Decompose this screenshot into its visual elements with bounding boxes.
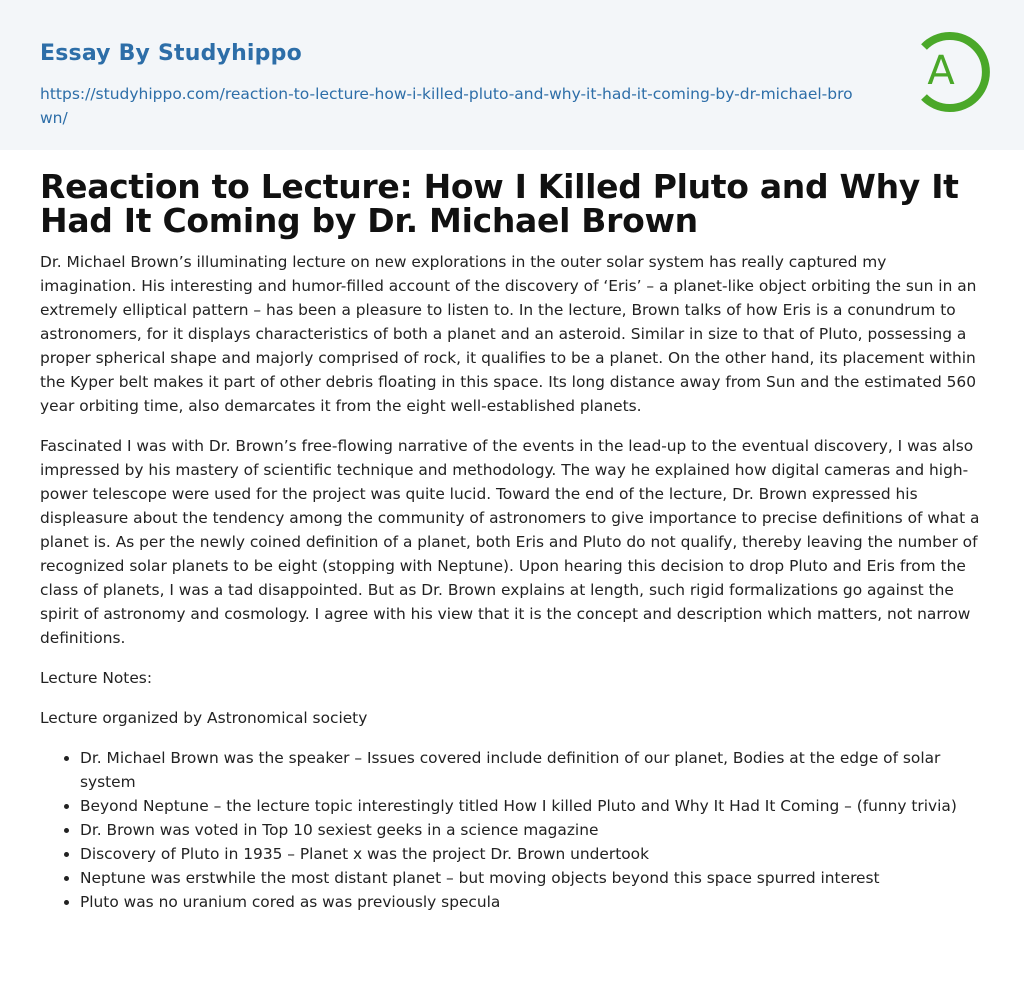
list-item: • Discovery of Pluto in 1935 – Planet x was the project Dr. Brown undertook (80, 842, 985, 866)
list-item: • Beyond Neptune – the lecture topic interestingly titled How I killed Pluto and Why It Had It Coming – (funny trivia) (80, 794, 985, 818)
article-paragraph: Lecture organized by Astronomical society (40, 709, 368, 727)
article-url-link[interactable]: https://studyhippo.com/reaction-to-lecture-how-i-killed-pluto-and-why-it-had-it-coming-by-dr-michael-brown/ (40, 85, 853, 127)
list-item: • Neptune was erstwhile the most distant planet – but moving objects beyond this space spurred interest (80, 866, 985, 890)
article-paragraph: Fascinated I was with Dr. Brown’s free-flowing narrative of the events in the lead-up to the eventual discovery, I was also impressed by his mastery of scientific technique and methodology. The way he explained how digital cameras and high-power telescope were used for the project was quite lucid. Toward the end of the lecture, Dr. Brown expressed his displeasure about the tendency among the community of astronomers to give importance to precise definitions of what a planet is. As per the newly coined definition of a planet, both Eris and Pluto do not qualify, thereby leaving the number of recognized solar planets to be eight (stopping with Neptune). Upon hearing this decision to drop Pluto and Eris from the class of planets, I was a tad disappointed. But as Dr. Brown explains at length, such rigid formalizations go against the spirit of astronomy and cosmology. I agree with his view that it is the concept and description which matters, not narrow definitions. (40, 437, 980, 647)
article-title: Reaction to Lecture: How I Killed Pluto and Why It Had It Coming by Dr. Michael Brown (40, 167, 959, 240)
logo-letter: A (927, 48, 955, 94)
article-paragraph: Dr. Michael Brown’s illuminating lecture on new explorations in the outer solar system has really captured my imagination. His interesting and humor-filled account of the discovery of ‘Eris’ – a planet-like object orbiting the sun in an extremely elliptical pattern – has been a pleasure to listen to. In the lecture, Brown talks of how Eris is a conundrum to astronomers, for it displays characteristics of both a planet and an asteroid. Similar in size to that of Pluto, possessing a proper spherical shape and majorly comprised of rock, it qualifies to be a planet. On the other hand, its placement within the Kyper belt makes it part of other debris floating in this space. Its long distance away from Sun and the estimated 560 year orbiting time, also demarcates it from the eight well-established planets. (40, 253, 977, 415)
site-header (0, 0, 1024, 150)
brand-title[interactable]: Essay By Studyhippo (40, 41, 302, 66)
lecture-notes-list (40, 746, 985, 914)
article-content (40, 167, 985, 914)
studyhippo-logo-icon[interactable] (910, 27, 990, 117)
list-item: • Pluto was no uranium cored as was previously specula (80, 890, 985, 914)
list-item: • Dr. Brown was voted in Top 10 sexiest geeks in a science magazine (80, 818, 985, 842)
section-heading-lecture-notes: Lecture Notes: (40, 669, 153, 687)
list-item: • Dr. Michael Brown was the speaker – Issues covered include definition of our planet, Bodies at the edge of solar system (80, 746, 985, 794)
